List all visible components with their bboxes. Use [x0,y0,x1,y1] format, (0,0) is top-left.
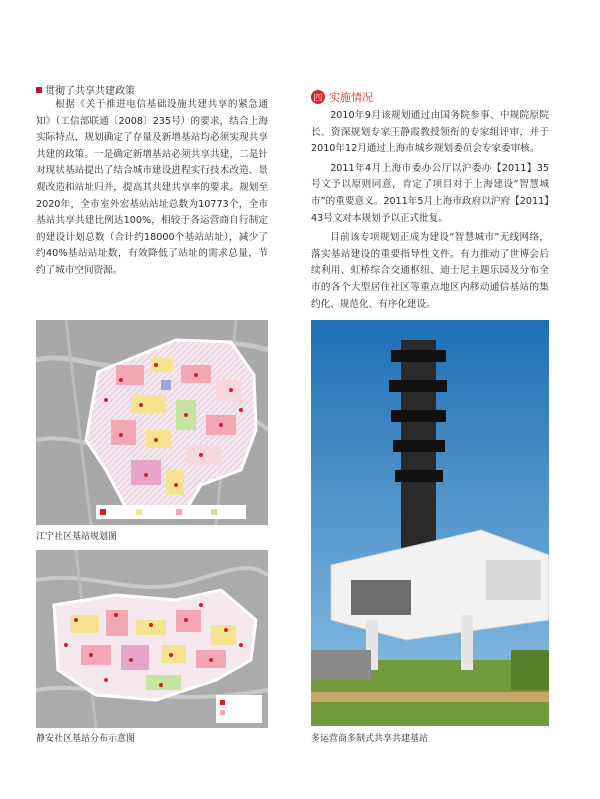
right-column-text [311,108,549,316]
shared-base-station-photo [311,320,549,726]
jingan-base-station-map [36,550,268,728]
jiangning-base-station-map [36,320,268,525]
section-heading-left [36,82,135,97]
section-heading-right [311,89,373,105]
right-paragraph-3: 目前该专项规划正成为建设“智慧城市”无线网络，落实基站建设的重要指导性文件。有力推动了世博会后续利用、虹桥综合交通枢纽、迪士尼主题乐园及分布全市的各个大型居住社区等重点地区内移动通信基站的集约化、规范化、有序化建设。 [311,232,549,310]
section-title: 实施情况 [329,91,373,104]
map1-caption: 江宁社区基站规划图 [36,532,118,542]
left-paragraph: 根据《关于推进电信基础设施共建共享的紧急通知》（工信部联通〔2008〕235号）的要求，结合上海实际特点，规划确定了存量及新增基站均必须实现共享共建的政策。一是确定新增基站必须共享共建，二是针对现状基站提出了结合城市建设进程实行技术改造、景观改造和站址归并，提高其共建共享率的要求。规划至2020年，全市室外宏基站站址总数为10773个，全市基站共享共建比例达100%，相较于各运营商自行制定的建设计划总数（合计约18000个基站站址），减少了约40%基站站址数，有效降低了站址的需求总量，节约了城市空间资源。 [36,99,268,276]
right-paragraph-1: 2010年9月该规划通过由国务院参事、中规院原院长、资深规划专家王静霞教授领衔的专家组评审，并于2010年12月通过上海市城乡规划委员会专家委审核。 [311,110,549,155]
right-paragraph-2: 2011年4月上海市委办公厅以沪委办【2011】35号文予以原则同意，肯定了项目对于上海建设“智慧城市”的重要意义。2011年5月上海市政府以沪府【2011】43号文对本规划予以正式批复。 [311,162,549,224]
section-number-badge: 四 [311,90,325,104]
photo-caption: 多运营商多制式共享共建基站 [311,734,429,744]
heading-marker-icon [36,87,42,93]
left-column-text [36,97,268,280]
map2-caption: 静安社区基站分布示意图 [36,734,136,744]
section-heading-text: 贯彻了共享共建政策 [45,86,135,97]
